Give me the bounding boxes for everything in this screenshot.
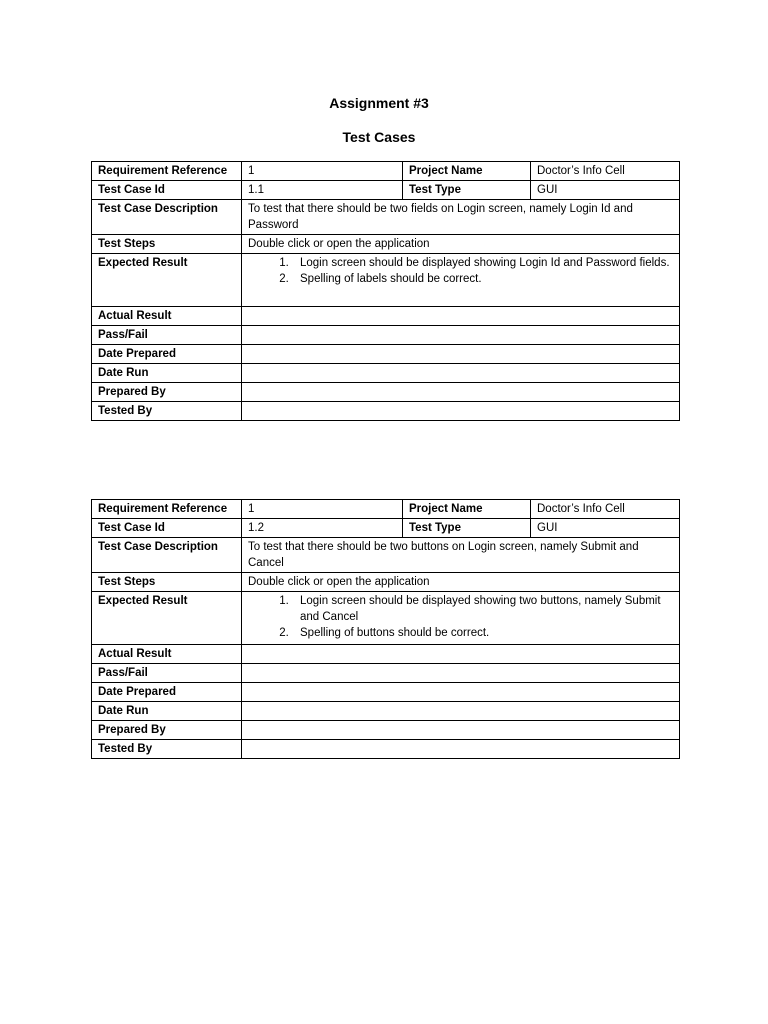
test-case-table (91, 161, 680, 421)
date-prepared-value (242, 683, 680, 702)
project-name-value: Doctor’s Info Cell (531, 162, 680, 181)
pass-fail-value (242, 664, 680, 683)
requirement-reference-value: 1 (242, 500, 403, 519)
table-row (92, 538, 680, 573)
table-row (92, 721, 680, 740)
test-case-description-label: Test Case Description (92, 538, 242, 573)
table-row (92, 740, 680, 759)
actual-result-label: Actual Result (92, 645, 242, 664)
expected-result-label: Expected Result (92, 254, 242, 307)
test-case-id-label: Test Case Id (92, 519, 242, 538)
test-case-id-value: 1.2 (242, 519, 403, 538)
table-row (92, 645, 680, 664)
expected-result-list (248, 255, 673, 287)
table-row (92, 573, 680, 592)
test-steps-label: Test Steps (92, 573, 242, 592)
prepared-by-value (242, 383, 680, 402)
date-prepared-label: Date Prepared (92, 345, 242, 364)
project-name-label: Project Name (403, 162, 531, 181)
requirement-reference-label: Requirement Reference (92, 162, 242, 181)
pass-fail-value (242, 326, 680, 345)
table-row (92, 162, 680, 181)
expected-result-item: 1. Login screen should be displayed showing Login Id and Password fields. (292, 255, 673, 271)
test-case-description-value: To test that there should be two fields on Login screen, namely Login Id and Password (242, 200, 680, 235)
date-prepared-value (242, 345, 680, 364)
expected-result-item: 2. Spelling of labels should be correct. (292, 271, 673, 287)
tested-by-label: Tested By (92, 402, 242, 421)
table-row (92, 345, 680, 364)
expected-result-item: 2. Spelling of buttons should be correct. (292, 625, 673, 641)
test-case-description-label: Test Case Description (92, 200, 242, 235)
table-row (92, 364, 680, 383)
actual-result-value (242, 307, 680, 326)
prepared-by-label: Prepared By (92, 721, 242, 740)
test-type-value: GUI (531, 519, 680, 538)
table-row (92, 402, 680, 421)
requirement-reference-label: Requirement Reference (92, 500, 242, 519)
test-type-value: GUI (531, 181, 680, 200)
date-run-label: Date Run (92, 702, 242, 721)
project-name-label: Project Name (403, 500, 531, 519)
table-row (92, 326, 680, 345)
document-subtitle: Test Cases (342, 129, 416, 145)
table-row (92, 235, 680, 254)
prepared-by-label: Prepared By (92, 383, 242, 402)
table-row (92, 383, 680, 402)
test-type-label: Test Type (403, 181, 531, 200)
date-run-value (242, 702, 680, 721)
date-run-label: Date Run (92, 364, 242, 383)
test-steps-value: Double click or open the application (242, 235, 680, 254)
date-run-value (242, 364, 680, 383)
project-name-value: Doctor’s Info Cell (531, 500, 680, 519)
table-row (92, 592, 680, 645)
date-prepared-label: Date Prepared (92, 683, 242, 702)
expected-result-value (242, 254, 680, 307)
tested-by-value (242, 740, 680, 759)
test-case-id-value: 1.1 (242, 181, 403, 200)
table-row (92, 254, 680, 307)
test-case-description-value: To test that there should be two buttons on Login screen, namely Submit and Cancel (242, 538, 680, 573)
test-case-table (91, 499, 680, 759)
actual-result-value (242, 645, 680, 664)
table-row (92, 702, 680, 721)
tested-by-label: Tested By (92, 740, 242, 759)
table-row (92, 683, 680, 702)
table-row (92, 664, 680, 683)
expected-result-list (248, 593, 673, 641)
expected-result-value (242, 592, 680, 645)
pass-fail-label: Pass/Fail (92, 326, 242, 345)
document-title: Assignment #3 (329, 95, 429, 111)
table-row (92, 200, 680, 235)
table-row (92, 181, 680, 200)
pass-fail-label: Pass/Fail (92, 664, 242, 683)
table-row (92, 307, 680, 326)
test-type-label: Test Type (403, 519, 531, 538)
test-steps-value: Double click or open the application (242, 573, 680, 592)
expected-result-label: Expected Result (92, 592, 242, 645)
table-row (92, 519, 680, 538)
actual-result-label: Actual Result (92, 307, 242, 326)
tested-by-value (242, 402, 680, 421)
prepared-by-value (242, 721, 680, 740)
test-steps-label: Test Steps (92, 235, 242, 254)
table-row (92, 500, 680, 519)
requirement-reference-value: 1 (242, 162, 403, 181)
expected-result-item: 1. Login screen should be displayed showing two buttons, namely Submit and Cancel (292, 593, 673, 625)
test-case-id-label: Test Case Id (92, 181, 242, 200)
